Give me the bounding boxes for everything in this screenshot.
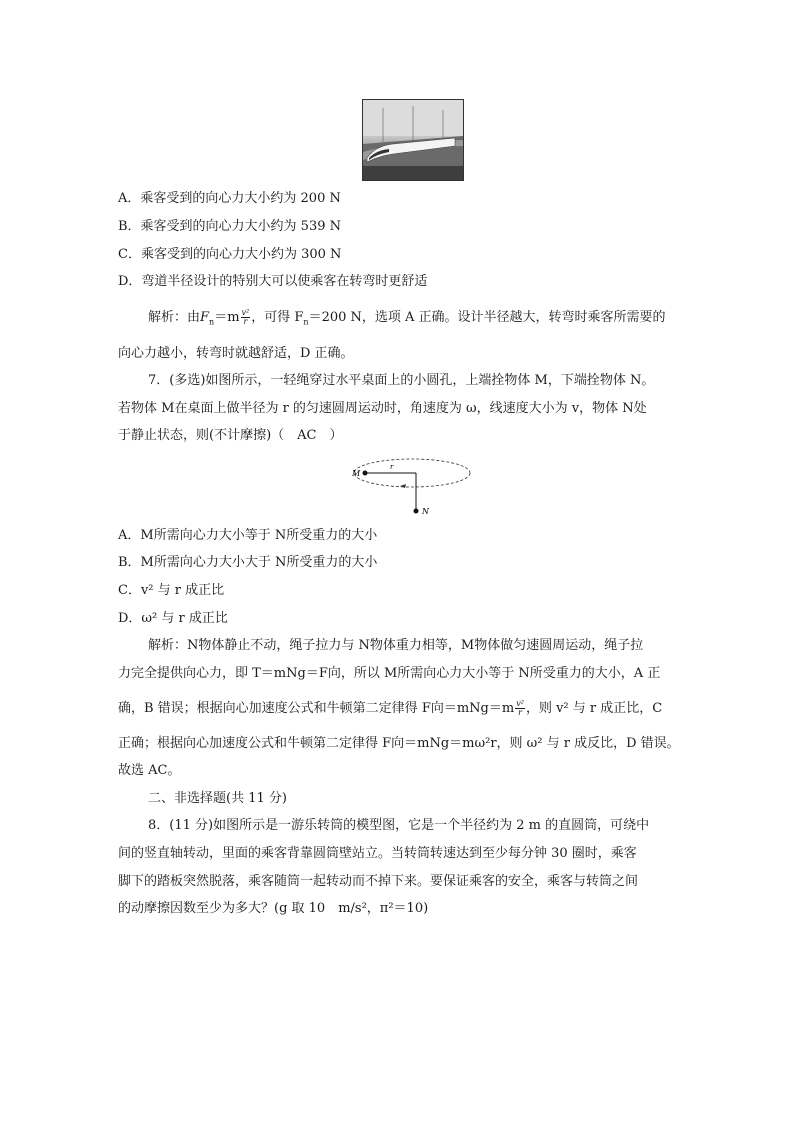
q6-sol-f: F: [200, 310, 210, 325]
q6-option-d: D．弯道半径设计的特别大可以使乘客在转弯时更舒适: [118, 274, 428, 289]
q6-sol-eq: ＝m: [214, 310, 240, 325]
direction-arrow-icon: [400, 484, 406, 488]
q6-sol-f-sub: n: [209, 317, 215, 327]
label-m: M: [352, 469, 361, 478]
mass-n-dot: [414, 509, 419, 514]
q7-stem-line3: 于静止状态，则(不计摩擦)（ AC ）: [118, 428, 343, 443]
q6-option-b: B．乘客受到的向心力大小约为 539 N: [118, 219, 342, 234]
q8-line4: 的动摩擦因数至少为多大？(g 取 10 m/s²，π²＝10): [118, 901, 429, 916]
q7-solution-line5: 故选 AC。: [118, 763, 181, 778]
q7-option-a: A．M所需向心力大小等于 N所受重力的大小: [118, 528, 378, 543]
section2-heading: 二、非选择题(共 11 分): [148, 791, 287, 806]
q6-option-c: C．乘客受到的向心力大小约为 300 N: [118, 247, 342, 262]
q7-frac-den: r: [518, 708, 522, 717]
q6-option-a: A．乘客受到的向心力大小约为 200 N: [118, 191, 341, 206]
train-illustration: [363, 100, 463, 180]
train-photo: [362, 99, 464, 181]
q6-sol-prefix: 解析：由: [148, 310, 201, 325]
q6-solution-line1: [148, 308, 666, 333]
q7-solution-line2: 力完全提供向心力，即 T＝mNg＝F向，所以 M所需向心力大小等于 N所受重力的大小，A 正: [118, 666, 661, 681]
q6-sol-tail: ＝200 N，选项 A 正确。设计半径越大，转弯时乘客所需要的: [308, 310, 666, 325]
q8-line3: 脚下的踏板突然脱落，乘客随筒一起转动而不掉下来。要保证乘客的安全，乘客与转筒之间: [118, 874, 639, 889]
q6-sol-rest: ，可得 F: [251, 310, 304, 325]
label-n: N: [422, 507, 429, 516]
q7-option-b: B．M所需向心力大小大于 N所受重力的大小: [118, 555, 378, 570]
q7-stem-line2: 若物体 M在桌面上做半径为 r 的匀速圆周运动时，角速度为 ω，线速度大小为 v，物体 N处: [118, 401, 647, 416]
q6-sol-fraction: [241, 309, 251, 326]
q6-frac-den: r: [243, 317, 248, 326]
q7-sol3-fraction: [515, 700, 525, 717]
q7-solution-line3: [118, 699, 662, 719]
q8-line1: 8．(11 分)如图所示是一游乐转筒的模型图，它是一个半径约为 2 m 的直圆筒，可绕中: [148, 818, 650, 833]
q7-solution-line4: 正确；根据向心加速度公式和牛顿第二定律得 F向＝mNg＝mω²r，则 ω² 与 r 成反比，D 错误。: [118, 736, 680, 751]
q6-frac-num: v²: [241, 308, 250, 317]
q7-diagram: [340, 452, 480, 524]
q7-frac-num: v²: [516, 699, 524, 708]
q7-stem-line1: 7．(多选)如图所示，一轻绳穿过水平桌面上的小圆孔，上端拴物体 M，下端拴物体 N。: [148, 373, 655, 388]
q8-line2: 间的竖直轴转动，里面的乘客背靠圆筒壁站立。当转筒转速达到至少每分钟 30 圈时，乘客: [118, 846, 637, 861]
q7-option-d: D．ω² 与 r 成正比: [118, 611, 228, 626]
q6-sol-rest-sub: n: [303, 317, 309, 327]
q7-solution-line1: 解析：N物体静止不动，绳子拉力与 N物体重力相等，M物体做匀速圆周运动，绳子拉: [148, 638, 644, 653]
q7-sol3-a: 确，B 错误；根据向心加速度公式和牛顿第二定律得 F向＝mNg＝m: [118, 701, 515, 716]
label-r: r: [390, 463, 394, 471]
q6-solution-line2: 向心力越小，转弯时就越舒适，D 正确。: [118, 346, 354, 361]
q7-sol3-b: ，则 v² 与 r 成正比，C: [525, 701, 663, 716]
q7-option-c: C．v² 与 r 成正比: [118, 583, 225, 598]
